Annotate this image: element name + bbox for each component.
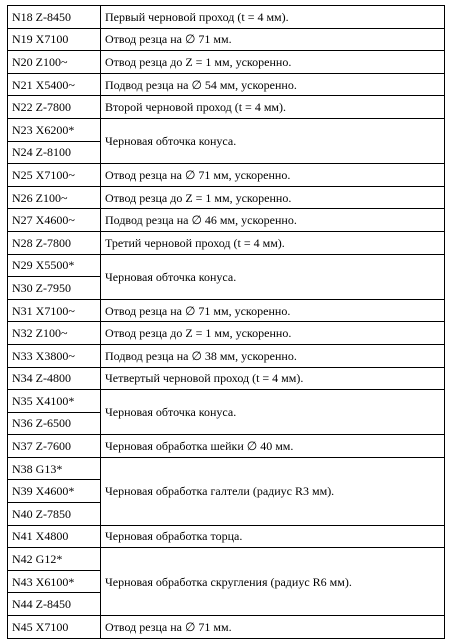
block-description-cell: Подвод резца на ∅ 54 мм, ускоренно. [101, 73, 445, 96]
table-row [8, 367, 445, 390]
block-code-cell: N29 X5500* [8, 254, 101, 277]
block-code-cell: N20 Z100~ [8, 51, 101, 74]
block-description-cell: Отвод резца на ∅ 71 мм. [101, 616, 445, 639]
block-description-cell: Отвод резца на ∅ 71 мм. [101, 28, 445, 51]
table-row [8, 616, 445, 639]
table-row [8, 186, 445, 209]
block-code-cell: N22 Z-7800 [8, 96, 101, 119]
block-code-cell: N35 X4100* [8, 390, 101, 413]
block-description-cell: Отвод резца на ∅ 71 мм, ускоренно. [101, 164, 445, 187]
block-code-cell: N23 X6200* [8, 118, 101, 141]
table-row [8, 322, 445, 345]
table-row [8, 344, 445, 367]
table-row [8, 6, 445, 29]
block-code-cell: N31 X7100~ [8, 299, 101, 322]
block-code-cell: N24 Z-8100 [8, 141, 101, 164]
table-row [8, 73, 445, 96]
block-description-cell: Черновая обточка конуса. [101, 254, 445, 299]
table-row [8, 164, 445, 187]
block-code-cell: N32 Z100~ [8, 322, 101, 345]
table-row [8, 96, 445, 119]
block-description-cell: Отвод резца на ∅ 71 мм, ускоренно. [101, 299, 445, 322]
cnc-program-table [7, 5, 445, 639]
block-code-cell: N18 Z-8450 [8, 6, 101, 29]
block-code-cell: N34 Z-4800 [8, 367, 101, 390]
block-code-cell: N41 X4800 [8, 525, 101, 548]
block-code-cell: N30 Z-7950 [8, 277, 101, 300]
block-description-cell: Второй черновой проход (t = 4 мм). [101, 96, 445, 119]
table-row [8, 457, 445, 480]
block-description-cell: Отвод резца до Z = 1 мм, ускоренно. [101, 322, 445, 345]
block-code-cell: N25 X7100~ [8, 164, 101, 187]
block-code-cell: N26 Z100~ [8, 186, 101, 209]
block-description-cell: Отвод резца до Z = 1 мм, ускоренно. [101, 186, 445, 209]
program-table-body [8, 6, 445, 639]
block-description-cell: Третий черновой проход (t = 4 мм). [101, 231, 445, 254]
block-code-cell: N19 X7100 [8, 28, 101, 51]
block-code-cell: N42 G12* [8, 548, 101, 571]
block-code-cell: N38 G13* [8, 457, 101, 480]
block-description-cell: Черновая обработка торца. [101, 525, 445, 548]
block-code-cell: N37 Z-7600 [8, 435, 101, 458]
block-description-cell: Черновая обточка конуса. [101, 390, 445, 435]
block-code-cell: N45 X7100 [8, 616, 101, 639]
table-row [8, 435, 445, 458]
table-row [8, 209, 445, 232]
table-row [8, 299, 445, 322]
table-row [8, 231, 445, 254]
table-row [8, 548, 445, 571]
block-code-cell: N27 X4600~ [8, 209, 101, 232]
block-code-cell: N21 X5400~ [8, 73, 101, 96]
block-description-cell: Черновая обработка шейки ∅ 40 мм. [101, 435, 445, 458]
block-description-cell: Первый черновой проход (t = 4 мм). [101, 6, 445, 29]
block-code-cell: N33 X3800~ [8, 344, 101, 367]
table-row [8, 254, 445, 277]
table-row [8, 390, 445, 413]
block-description-cell: Черновая обточка конуса. [101, 118, 445, 163]
block-code-cell: N40 Z-7850 [8, 503, 101, 526]
block-description-cell: Подвод резца на ∅ 46 мм, ускоренно. [101, 209, 445, 232]
block-code-cell: N39 X4600* [8, 480, 101, 503]
block-description-cell: Подвод резца на ∅ 38 мм, ускоренно. [101, 344, 445, 367]
block-description-cell: Черновая обработка скругления (радиус R6 мм). [101, 548, 445, 616]
block-description-cell: Черновая обработка галтели (радиус R3 мм). [101, 457, 445, 525]
table-row [8, 118, 445, 141]
block-code-cell: N43 X6100* [8, 570, 101, 593]
table-row [8, 28, 445, 51]
table-row [8, 525, 445, 548]
block-code-cell: N28 Z-7800 [8, 231, 101, 254]
block-code-cell: N44 Z-8450 [8, 593, 101, 616]
block-code-cell: N36 Z-6500 [8, 412, 101, 435]
block-description-cell: Отвод резца до Z = 1 мм, ускоренно. [101, 51, 445, 74]
table-row [8, 51, 445, 74]
block-description-cell: Четвертый черновой проход (t = 4 мм). [101, 367, 445, 390]
